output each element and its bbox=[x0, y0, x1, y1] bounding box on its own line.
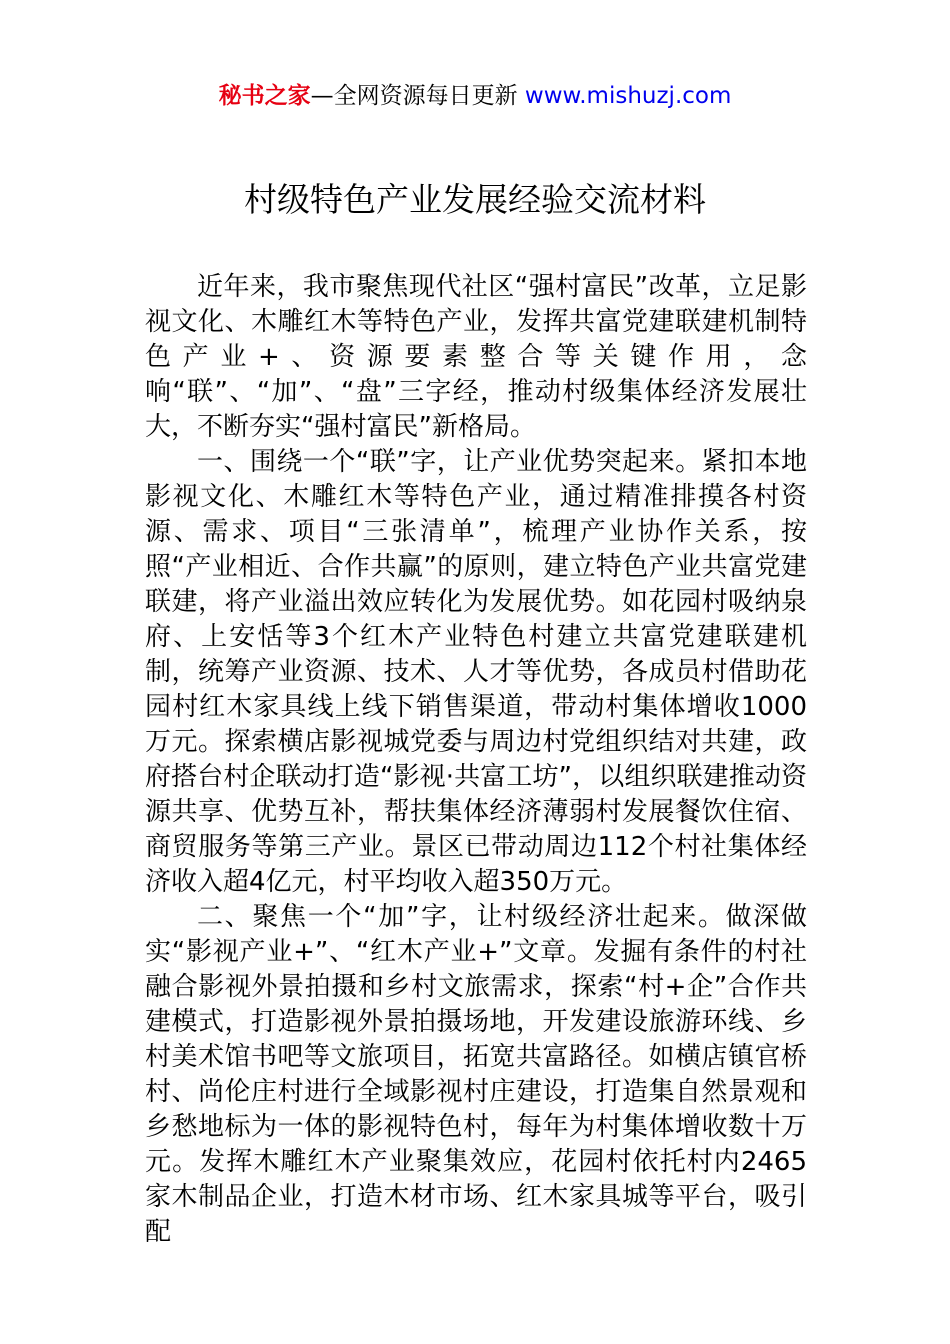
document-title: 村级特色产业发展经验交流材料 bbox=[244, 180, 706, 219]
site-banner bbox=[0, 80, 950, 112]
paragraph-section-one: 一、围绕一个“联”字，让产业优势突起来。紧扣本地影视文化、木雕红木等特色产业，通过精准排摸各村资源、需求、项目“三张清单”，梳理产业协作关系，按照“产业相近、合作共赢”的原则，建立特色产业共富党建联建，将产业溢出效应转化为发展优势。如花园村吸纳泉府、上安恬等3个红木产业特色村建立共富党建联建机制，统筹产业资源、技术、人才等优势，各成员村借助花园村红木家具线上线下销售渠道，带动村集体增收1000万元。探索横店影视城党委与周边村党组织结对共建，政府搭台村企联动打造“影视·共富工坊”，以组织联建推动资源共享、优势互补，帮扶集体经济薄弱村发展餐饮住宿、商贸服务等第三产业。景区已带动周边112个村社集体经济收入超4亿元，村平均收入超350万元。 bbox=[145, 447, 807, 897]
brand-name: 秘书之家 bbox=[218, 83, 311, 109]
paragraph-section-two: 二、聚焦一个“加”字，让村级经济壮起来。做深做实“影视产业+”、“红木产业+”文章。发掘有条件的村社融合影视外景拍摄和乡村文旅需求，探索“村+企”合作共建模式，打造影视外景拍摄场地，开发建设旅游环线、乡村美术馆书吧等文旅项目，拓宽共富路径。如横店镇官桥村、尚伦庄村进行全域影视村庄建设，打造集自然景观和乡愁地标为一体的影视特色村，每年为村集体增收数十万元。发挥木雕红木产业聚集效应，花园村依托村内2465家木制品企业，打造木材市场、红木家具城等平台，吸引配 bbox=[145, 902, 807, 1247]
site-url-link[interactable]: www.mishuzj.com bbox=[524, 83, 732, 109]
banner-tagline: —全网资源每日更新 bbox=[310, 83, 525, 109]
document-body bbox=[145, 270, 807, 1250]
paragraph-intro: 近年来，我市聚焦现代社区“强村富民”改革，立足影视文化、木雕红木等特色产业，发挥共富党建联建机制特色产业+、资源要素整合等关键作用，念响“联”、“加”、“盘”三字经，推动村级集体经济发展壮大，不断夯实“强村富民”新格局。 bbox=[145, 272, 807, 442]
